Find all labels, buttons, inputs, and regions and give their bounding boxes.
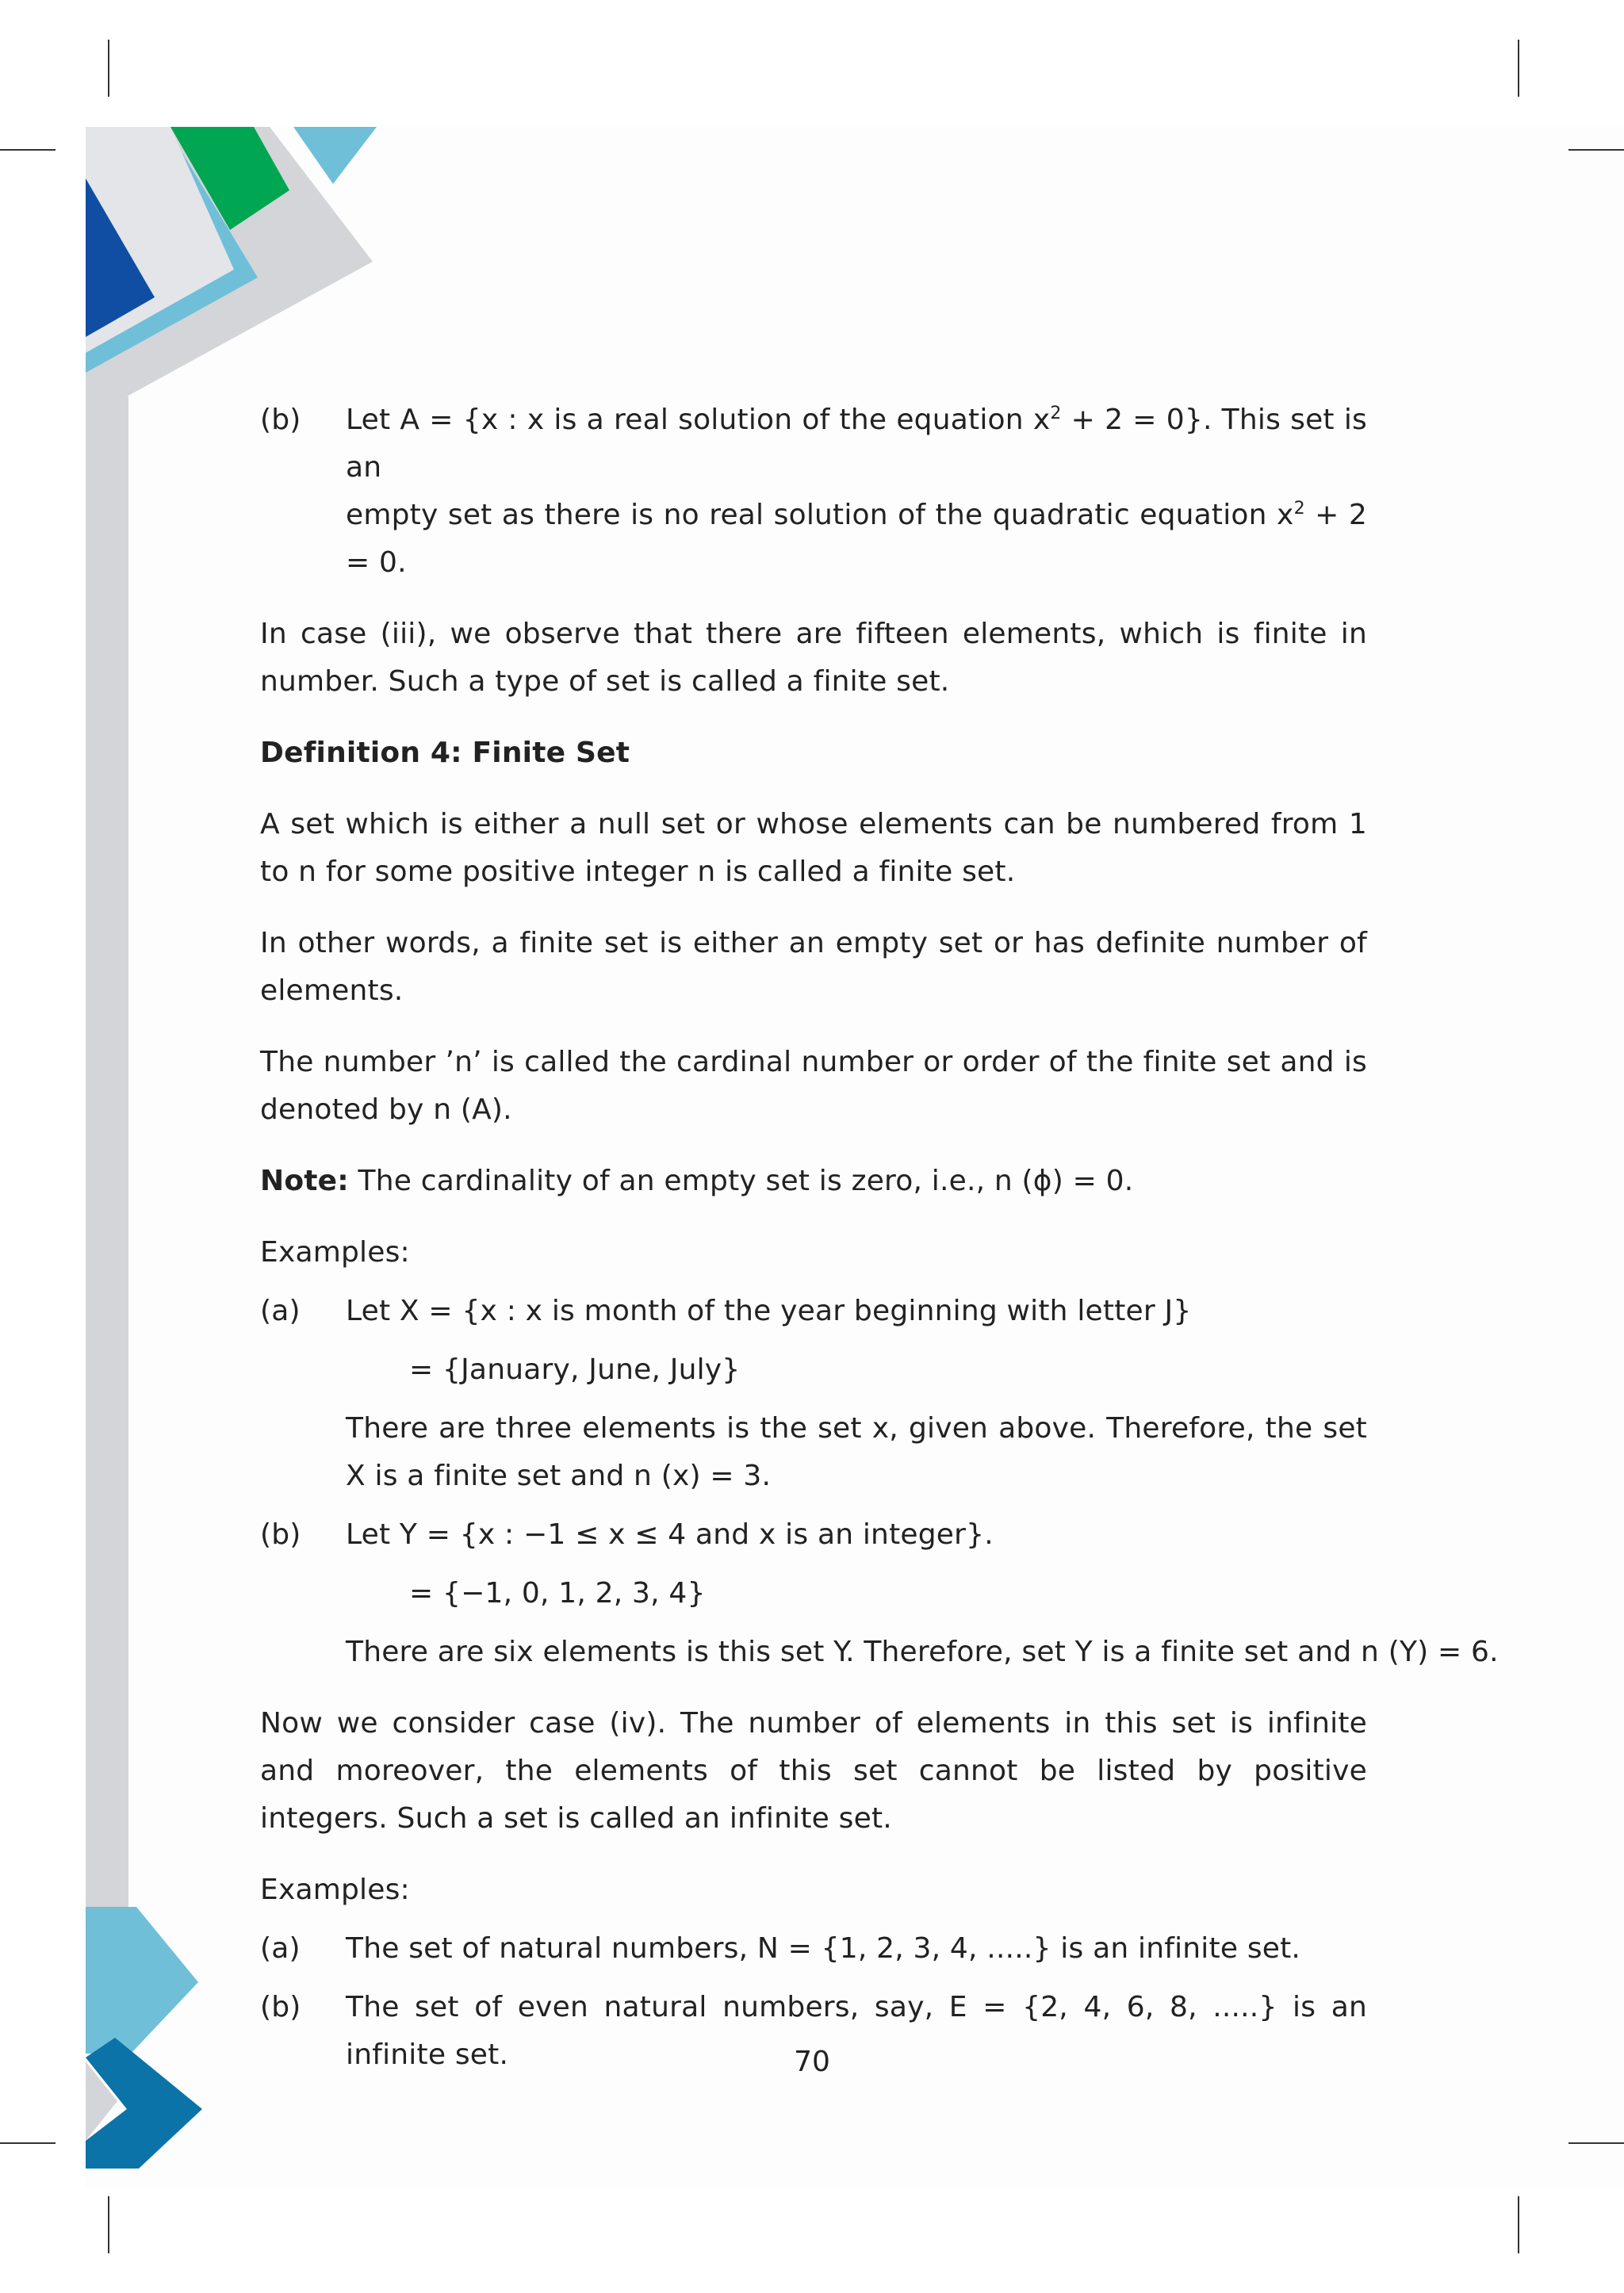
item-text: Let Y = {x : −1 ≤ x ≤ 4 and x is an integer}. (346, 1518, 994, 1551)
note-paragraph (260, 1158, 1367, 1205)
item-label: (a) (260, 1295, 301, 1327)
item-label: (b) (260, 1991, 301, 2023)
cardinal-number-paragraph: The number ’n’ is called the cardinal number or order of the finite set and is denoted by n (A). (260, 1046, 1367, 1126)
item-label: (a) (260, 1932, 301, 1965)
item-text: The set of even natural numbers, say, E = {2, 4, 6, 8, .....} is an infinite set. (346, 1991, 1367, 2071)
example-1b (260, 1511, 1367, 1559)
definition-text: A set which is either a null set or whose elements can be numbered from 1 to n for some positive integer n is called a finite set. (260, 808, 1367, 888)
examples-heading-2: Examples: (260, 1874, 410, 1906)
page-number: 70 (794, 2046, 830, 2078)
case-iv-paragraph: Now we consider case (iv). The number of elements in this set is infinite and moreover, the elements of this set cannot be listed by positive integers. Such a set is called an infinite set. (260, 1707, 1367, 1835)
example-1a-explanation: There are three elements is the set x, given above. Therefore, the set X is a finite set and n (x) = 3. (346, 1412, 1367, 1492)
definition-heading: Definition 4: Finite Set (260, 737, 630, 769)
line-1 (346, 396, 1367, 492)
text-part: empty set as there is no real solution of the quadratic equation x (346, 499, 1294, 531)
case-iii-paragraph: In case (iii), we observe that there are fifteen elements, which is finite in number. Such a type of set is called a finite set. (260, 618, 1367, 698)
example-2a (260, 1925, 1367, 1973)
item-label: (b) (260, 404, 301, 436)
example-b-empty-set (260, 396, 1367, 587)
note-text: The cardinality of an empty set is zero, i.e., n (ϕ) = 0. (348, 1165, 1134, 1197)
example-1a-equation: = {January, June, July} (409, 1353, 741, 1386)
sidebar-gray-strip (86, 396, 128, 1943)
item-text: Let X = {x : x is month of the year beginning with letter J} (346, 1295, 1192, 1327)
superscript: 2 (1293, 499, 1305, 519)
line-2 (346, 492, 1367, 587)
main-content (260, 396, 1499, 2090)
examples-heading-1: Examples: (260, 1236, 410, 1269)
example-1b-explanation: There are six elements is this set Y. Therefore, set Y is a finite set and n (Y) = 6. (346, 1636, 1499, 1668)
example-1a (260, 1288, 1367, 1335)
item-text (346, 396, 1367, 587)
text-part: + 2 = 0}. This set is an (346, 404, 1367, 484)
text-part: + 2 = 0. (346, 499, 1367, 579)
note-label: Note: (260, 1165, 349, 1197)
item-text: The set of natural numbers, N = {1, 2, 3, 4, .....} is an infinite set. (346, 1932, 1301, 1965)
example-1b-equation: = {−1, 0, 1, 2, 3, 4} (409, 1577, 706, 1610)
text-part: Let A = {x : x is a real solution of the equation x (346, 404, 1051, 436)
other-words-paragraph: In other words, a finite set is either an empty set or has definite number of elements. (260, 927, 1367, 1007)
bottom-light-blue-diamond (86, 1907, 198, 2054)
item-label: (b) (260, 1518, 301, 1551)
superscript: 2 (1050, 404, 1062, 423)
